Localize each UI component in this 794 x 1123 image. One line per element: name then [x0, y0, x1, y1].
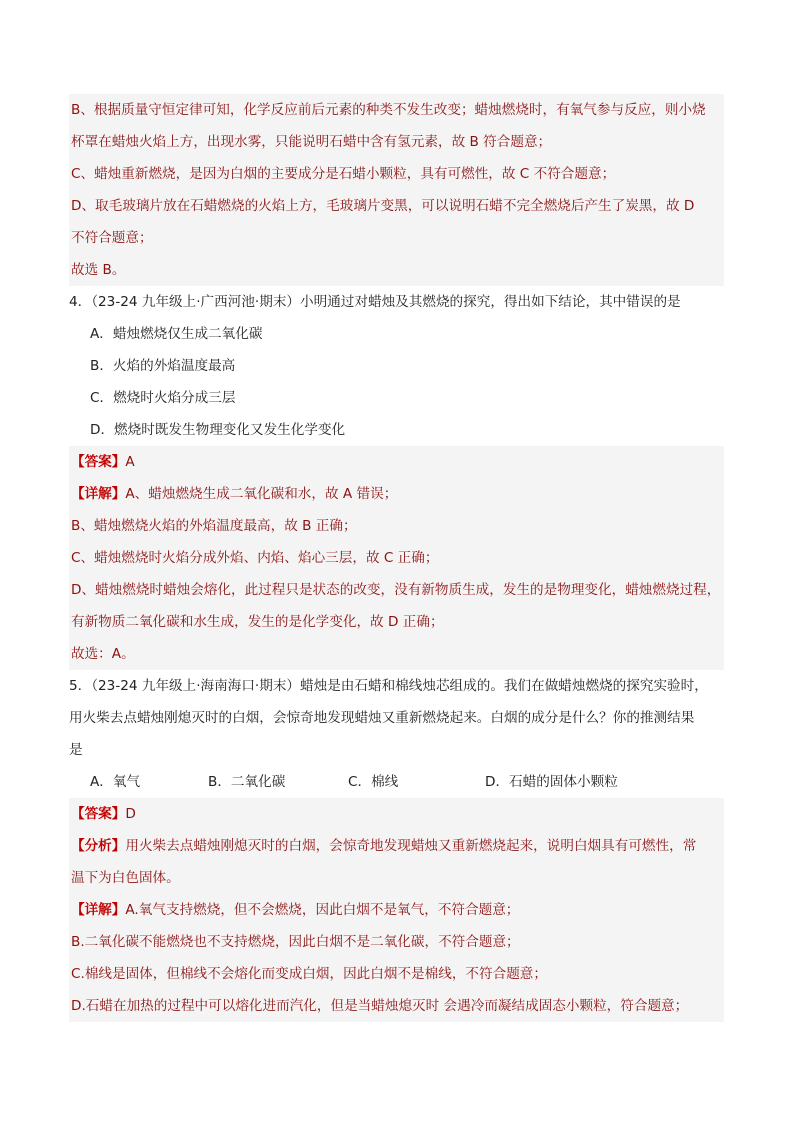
q4-detail-line: 故选：A。 — [69, 638, 724, 670]
q5-analysis-line: 温下为白色固体。 — [69, 862, 724, 894]
answer-value: A — [125, 454, 135, 470]
q5-option-c: C．棉线 — [348, 774, 399, 790]
q5-analysis — [69, 830, 724, 862]
answer-value: D — [125, 806, 136, 822]
q5-detail — [69, 894, 724, 926]
q4-answer — [69, 446, 724, 478]
detail-label: 【详解】 — [71, 486, 126, 502]
q4-detail-line: 有新物质二氧化碳和水生成，发生的是化学变化，故 D 正确； — [69, 606, 724, 638]
prev-explanation-line: C、蜡烛重新燃烧，是因为白烟的主要成分是石蜡小颗粒，具有可燃性，故 C 不符合题意； — [69, 158, 724, 190]
analysis-text: 用火柴去点蜡烛刚熄灭时的白烟，会惊奇地发现蜡烛又重新燃烧起来，说明白烟具有可燃性，常 — [125, 838, 697, 854]
prev-explanation-line: 杯罩在蜡烛火焰上方，出现水雾，只能说明石蜡中含有氢元素，故 B 符合题意； — [69, 126, 724, 158]
detail-text: A、蜡烛燃烧生成二氧化碳和水，故 A 错误； — [125, 486, 398, 502]
q5-detail-line: B.二氧化碳不能燃烧也不支持燃烧，因此白烟不是二氧化碳，不符合题意； — [69, 926, 724, 958]
q4-detail-line: D、蜡烛燃烧时蜡烛会熔化，此过程只是状态的改变，没有新物质生成，发生的是物理变化，蜡烛燃烧过程， — [69, 574, 724, 606]
question-4-stem: 4．（23-24 九年级上·广西河池·期末）小明通过对蜡烛及其燃烧的探究，得出如下结论，其中错误的是 — [69, 286, 724, 318]
q4-detail-line: B、蜡烛燃烧火焰的外焰温度最高，故 B 正确； — [69, 510, 724, 542]
q5-detail-line: C.棉线是固体，但棉线不会熔化而变成白烟，因此白烟不是棉线，不符合题意； — [69, 958, 724, 990]
prev-explanation-line: D、取毛玻璃片放在石蜡燃烧的火焰上方，毛玻璃片变黑，可以说明石蜡不完全燃烧后产生了炭黑，故 D — [69, 190, 724, 222]
answer-label: 【答案】 — [71, 454, 126, 470]
prev-explanation-line: 不符合题意； — [69, 222, 724, 254]
q5-option-d: D．石蜡的固体小颗粒 — [485, 774, 618, 790]
document-page — [69, 94, 724, 1022]
analysis-label: 【分析】 — [71, 838, 126, 854]
question-5-stem: 5．（23-24 九年级上·海南海口·期末）蜡烛是由石蜡和棉线烛芯组成的。我们在做蜡烛燃烧的探究实验时， — [69, 670, 724, 702]
q4-option-d: D．燃烧时既发生物理变化又发生化学变化 — [69, 414, 724, 446]
q5-options — [69, 766, 724, 798]
q4-option-c: C．燃烧时火焰分成三层 — [69, 382, 724, 414]
detail-text: A.氧气支持燃烧，但不会燃烧，因此白烟不是氧气，不符合题意； — [125, 902, 520, 918]
q4-option-a: A．蜡烛燃烧仅生成二氧化碳 — [69, 318, 724, 350]
prev-explanation-line: B、根据质量守恒定律可知，化学反应前后元素的种类不发生改变；蜡烛燃烧时，有氧气参与反应，则小烧 — [69, 94, 724, 126]
question-5-stem: 是 — [69, 734, 724, 766]
q5-answer — [69, 798, 724, 830]
q5-option-a: A．氧气 — [90, 774, 141, 790]
q4-detail-line: C、蜡烛燃烧时火焰分成外焰、内焰、焰心三层，故 C 正确； — [69, 542, 724, 574]
prev-explanation-line: 故选 B。 — [69, 254, 724, 286]
answer-label: 【答案】 — [71, 806, 126, 822]
q5-detail-line: D.石蜡在加热的过程中可以熔化进而汽化，但是当蜡烛熄灭时 会遇冷而凝结成固态小颗粒，符合题意； — [69, 990, 724, 1022]
q4-option-b: B．火焰的外焰温度最高 — [69, 350, 724, 382]
q5-option-b: B．二氧化碳 — [208, 774, 286, 790]
question-5-stem: 用火柴去点蜡烛刚熄灭时的白烟，会惊奇地发现蜡烛又重新燃烧起来。白烟的成分是什么？你的推测结果 — [69, 702, 724, 734]
q4-detail — [69, 478, 724, 510]
detail-label: 【详解】 — [71, 902, 126, 918]
